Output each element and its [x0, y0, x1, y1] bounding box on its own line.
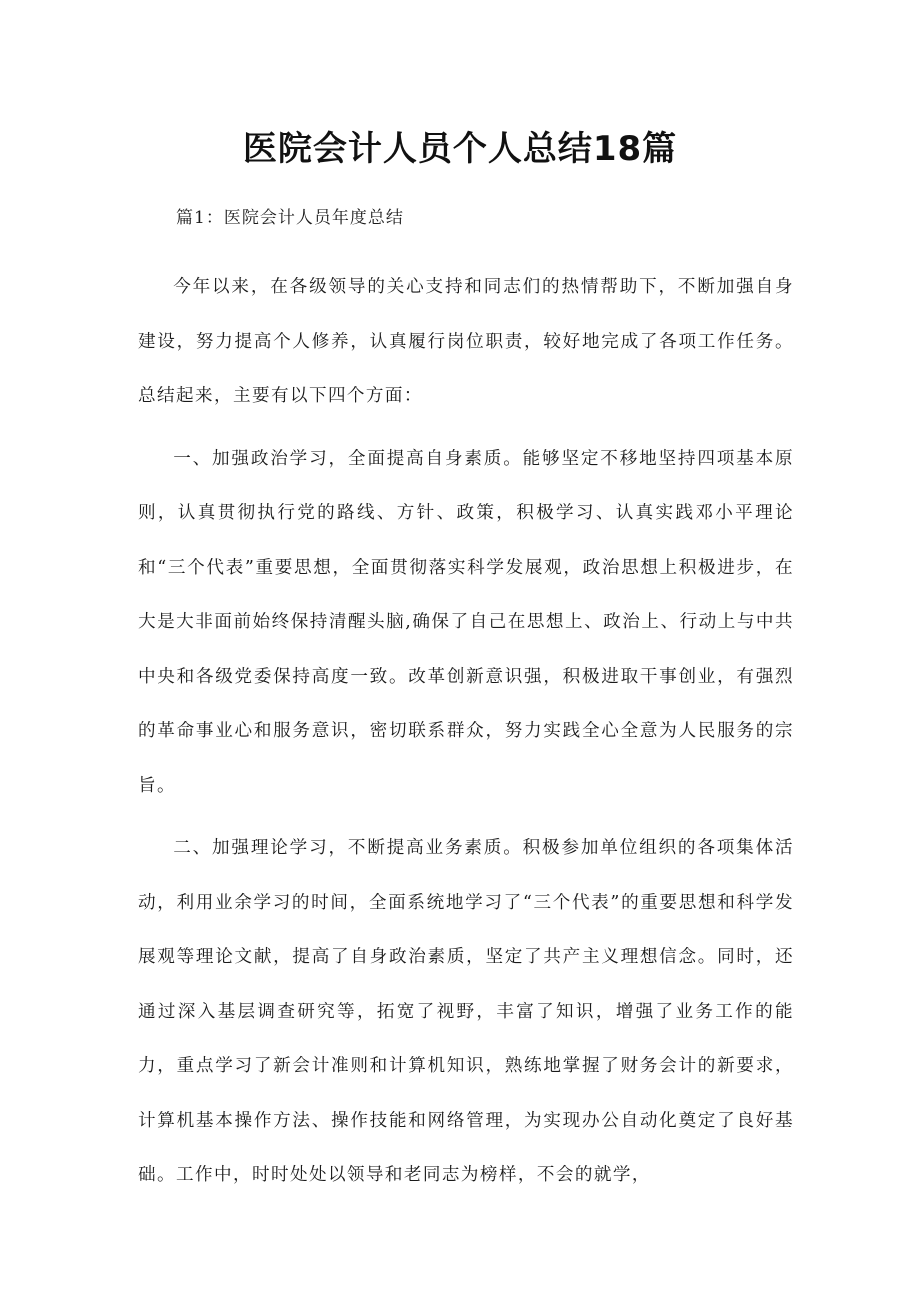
paragraph-political-study: 一、加强政治学习，全面提高自身素质。能够坚定不移地坚持四项基本原则，认真贯彻执行党的路线、方针、政策，积极学习、认真实践邓小平理论和“三个代表”重要思想，全面贯彻落实科学发展观，政治思想上积极进步，在大是大非面前始终保持清醒头脑,确保了自己在思想上、政治上、行动上与中共中央和各级党委保持高度一致。改革创新意识强，积极进取干事创业，有强烈的革命事业心和服务意识，密切联系群众，努力实践全心全意为人民服务的宗旨。 — [138, 448, 794, 796]
document-body — [138, 200, 794, 1203]
document-title: 医院会计人员个人总结18篇 — [242, 129, 678, 169]
paragraph-intro: 今年以来，在各级领导的关心支持和同志们的热情帮助下，不断加强自身建设，努力提高个人修养，认真履行岗位职责，较好地完成了各项工作任务。总结起来，主要有以下四个方面： — [138, 277, 794, 406]
section-heading: 篇1：医院会计人员年度总结 — [176, 208, 404, 228]
paragraph-theory-study: 二、加强理论学习，不断提高业务素质。积极参加单位组织的各项集体活动，利用业余学习的时间，全面系统地学习了“三个代表”的重要思想和科学发展观等理论文献，提高了自身政治素质，坚定了共产主义理想信念。同时，还通过深入基层调查研究等，拓宽了视野，丰富了知识，增强了业务工作的能力，重点学习了新会计准则和计算机知识，熟练地掌握了财务会计的新要求，计算机基本操作方法、操作技能和网络管理，为实现办公自动化奠定了良好基础。工作中，时时处处以领导和老同志为榜样，不会的就学， — [138, 838, 794, 1185]
